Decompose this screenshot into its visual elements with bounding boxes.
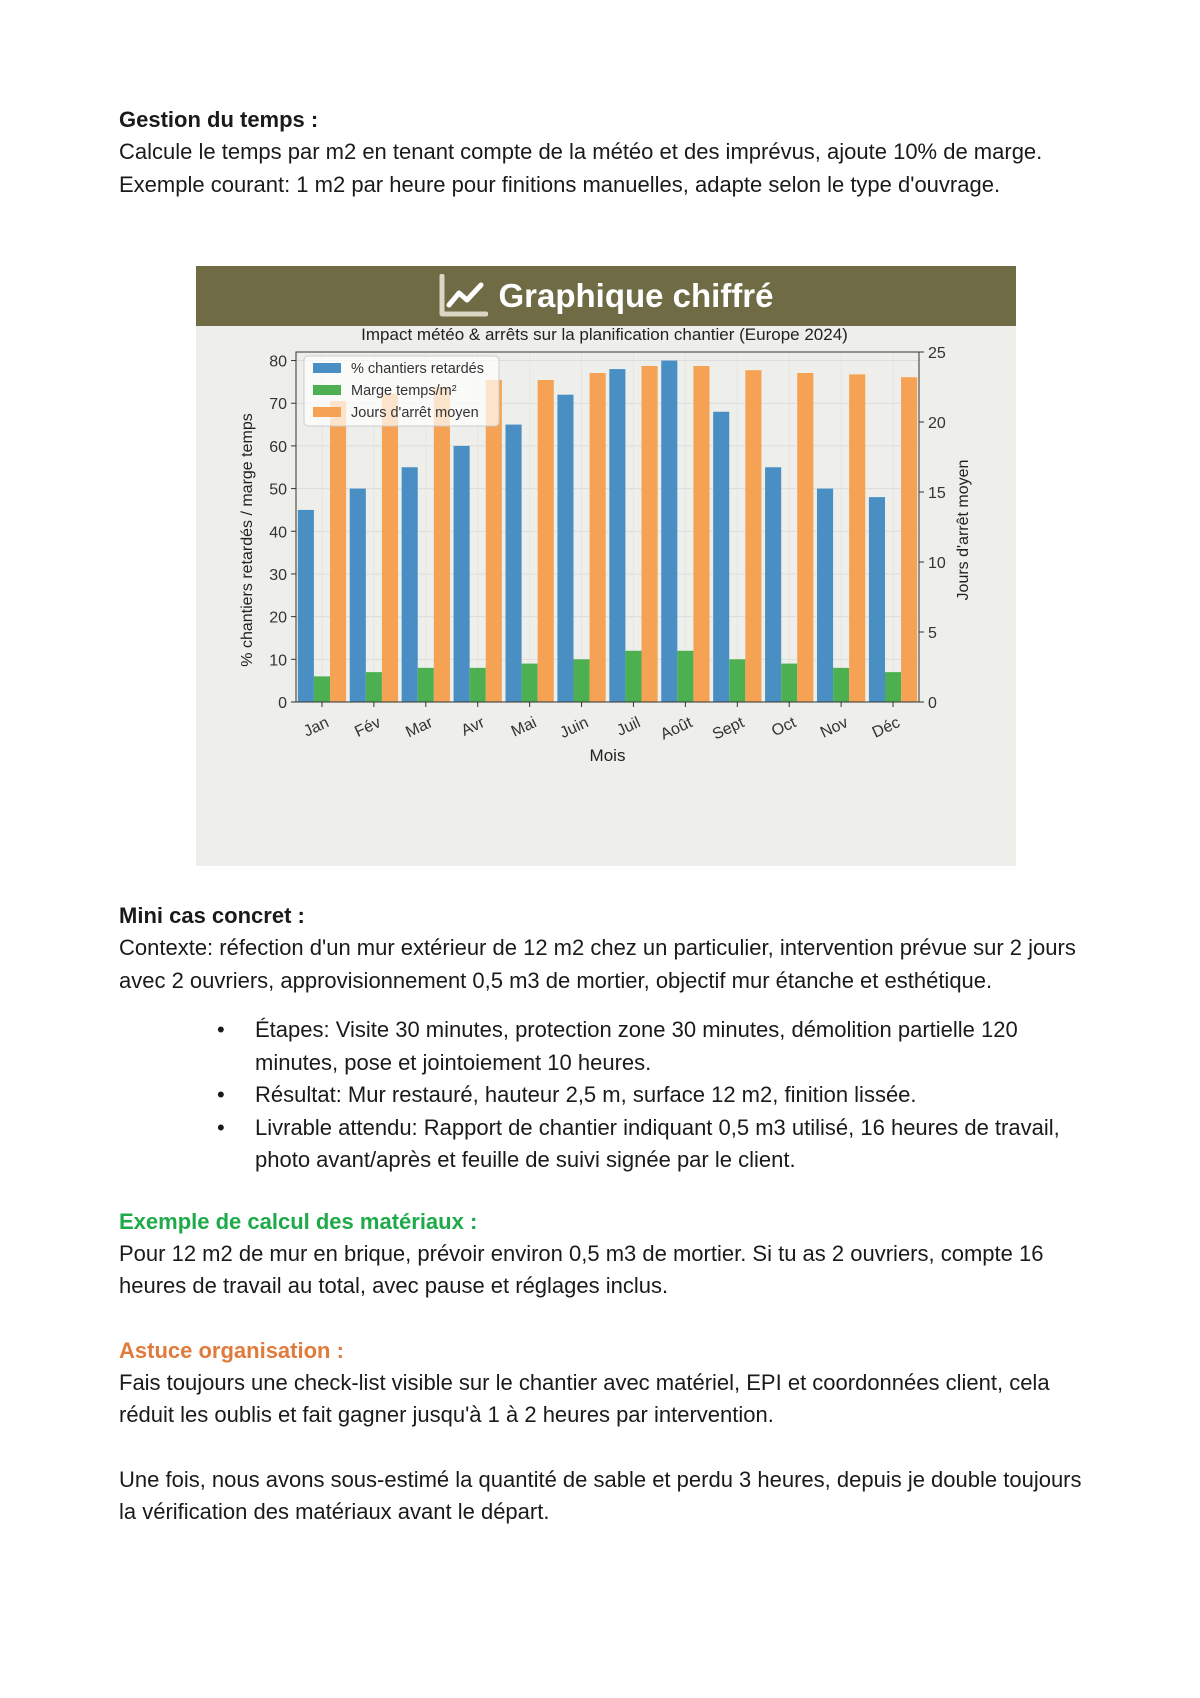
bar [573,659,589,702]
y-tick-label: 20 [269,609,287,627]
mini-case-bullet-steps: • Étapes: Visite 30 minutes, protection zone 30 minutes, démolition partielle 120 minutes, pose et jointoiement 10 heures. [255,1014,1089,1079]
y-tick-label: 40 [269,524,287,542]
bar [797,373,813,702]
legend-swatch [313,385,341,395]
materials-text: Pour 12 m2 de mur en brique, prévoir environ 0,5 m3 de mortier. Si tu as 2 ouvriers, compte 16 heures de travail au total, avec pause et réglages inclus. [119,1240,1044,1298]
y2-tick-label: 5 [928,625,937,642]
mini-case-heading: Mini cas concret : [119,903,305,928]
bar [522,664,538,702]
y2-tick-label: 20 [928,415,946,432]
bar [366,672,382,702]
bar [849,374,865,702]
bar [833,668,849,702]
mini-case-bullet-deliverable: • Livrable attendu: Rapport de chantier indiquant 0,5 m3 utilisé, 16 heures de travail, photo avant/après et feuille de suivi signée par le client. [255,1112,1089,1177]
bar [382,394,398,702]
y2-tick-label: 0 [928,695,937,712]
bar [590,373,606,702]
tip-text: Fais toujours une check-list visible sur le chantier avec matériel, EPI et coordonnées client, cela réduit les oublis et fait gagner jusqu'à 1 à 2 heures par intervention. [119,1369,1050,1427]
chart-card [196,266,1016,866]
legend-swatch [313,407,341,417]
tip-heading: Astuce organisation : [119,1337,344,1363]
x-tick-label: Avr [458,714,488,740]
x-tick-label: Sept [709,714,747,744]
y-tick-label: 0 [278,695,287,712]
bar [642,366,658,702]
y-tick-label: 10 [269,652,287,670]
legend-label: % chantiers retardés [351,361,484,377]
y-axis-label: % chantiers retardés / marge temps [239,413,256,667]
y-tick-label: 80 [269,353,287,371]
y-tick-label: 70 [269,396,287,414]
x-tick-label: Jan [301,714,332,741]
materials-heading: Exemple de calcul des matériaux : [119,1208,478,1234]
bar [505,425,521,702]
bar [298,510,314,702]
bar [677,651,693,702]
weather-impact-chart [196,326,1016,866]
bar [454,446,470,702]
y2-axis-label: Jours d'arrêt moyen [955,459,972,601]
bar [557,395,573,702]
x-tick-label: Août [658,714,696,744]
bar [486,380,502,702]
y-tick-label: 30 [269,566,287,584]
chart-title: Impact météo & arrêts sur la planification chantier (Europe 2024) [361,326,848,344]
mini-case-context: Contexte: réfection d'un mur extérieur de 12 m2 chez un particulier, intervention prévue sur 2 jours avec 2 ouvriers, approvisionnement 0,5 m3 de mortier, objectif mur étanche et esthétique. [119,935,1076,993]
bar [330,401,346,702]
x-axis-label: Mois [589,746,626,765]
bar [885,672,901,702]
legend-label: Jours d'arrêt moyen [351,405,479,421]
bar [745,370,761,702]
bar [781,664,797,702]
bar [350,489,366,702]
x-tick-label: Oct [769,714,799,741]
line-chart-icon [438,274,488,318]
x-tick-label: Nov [817,714,851,742]
mini-case-section [119,900,1089,1529]
x-tick-label: Mar [403,714,436,742]
bar [901,377,917,702]
x-tick-label: Juil [614,714,644,740]
x-tick-label: Déc [869,714,903,742]
mini-case-bullet-result: • Résultat: Mur restauré, hauteur 2,5 m, surface 12 m2, finition lissée. [255,1079,1089,1112]
bar [538,380,554,702]
chart-banner-title: Graphique chiffré [498,277,774,314]
x-tick-label: Mai [508,714,540,741]
bar [402,467,418,702]
time-management-section [119,104,1089,201]
y-tick-label: 50 [269,481,287,499]
bar [661,361,677,702]
bar [625,651,641,702]
bar [817,489,833,702]
y-tick-label: 60 [269,438,287,456]
x-tick-label: Juin [557,714,592,743]
y2-tick-label: 25 [928,345,946,362]
bar [434,387,450,702]
bar [765,467,781,702]
anecdote-text: Une fois, nous avons sous-estimé la quantité de sable et perdu 3 heures, depuis je double toujours la vérification des matériaux avant le départ. [119,1466,1082,1524]
y2-tick-label: 10 [928,555,946,572]
x-tick-label: Fév [352,714,384,741]
mini-case-bullet-list [119,1014,1089,1177]
bar [693,366,709,702]
bar [609,369,625,702]
time-management-text: Calcule le temps par m2 en tenant compte de la météo et des imprévus, ajoute 10% de marge. Exemple courant: 1 m2 par heure pour finitions manuelles, adapte selon le type d'ouvrage. [119,139,1043,197]
bar [729,659,745,702]
bar [470,668,486,702]
bar [713,412,729,702]
legend-label: Marge temps/m² [351,383,457,399]
chart-banner [196,266,1016,326]
bar [314,676,330,702]
bar [869,497,885,702]
bar [418,668,434,702]
y2-tick-label: 15 [928,485,946,502]
legend-swatch [313,363,341,373]
time-management-heading: Gestion du temps : [119,107,319,132]
